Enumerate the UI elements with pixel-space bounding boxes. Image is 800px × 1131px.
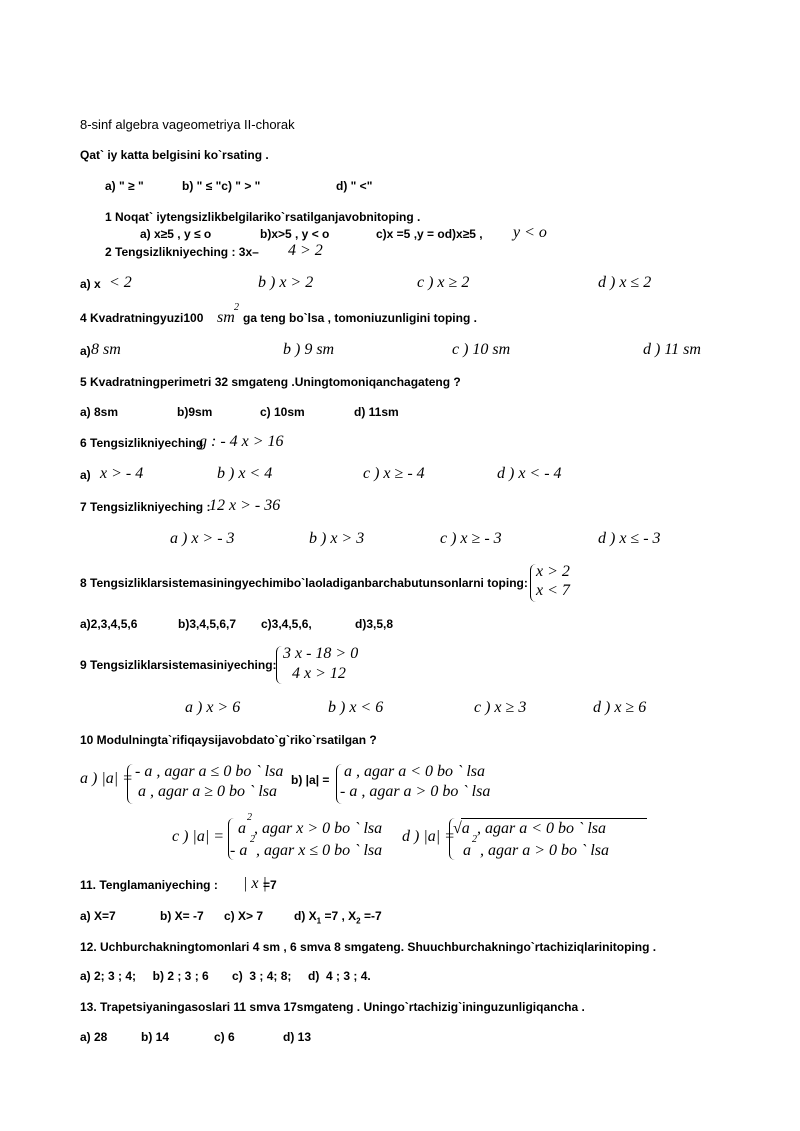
q8-option-d: d)3,5,8 <box>355 617 394 631</box>
q10-option-d-label: d ) |a| = <box>402 828 455 845</box>
q13-option-d: d) 13 <box>283 1030 312 1044</box>
question-7: 7 Tengsizlikniyeching : <box>80 500 211 514</box>
question-5: 5 Kvadratningperimetri 32 smgateng .Uningtomoniqanchagateng ? <box>80 375 461 389</box>
q7-option-b: b ) x > 3 <box>309 530 365 547</box>
q6-option-a-label: a) <box>80 468 91 482</box>
q4-unit: sm <box>217 309 235 326</box>
q6-option-a: x > - 4 <box>100 465 144 482</box>
question-2: 2 Tengsizlikniyeching : 3x– <box>105 245 259 259</box>
q8-option-b: b)3,4,5,6,7 <box>178 617 237 631</box>
q2-option-b: b ) x > 2 <box>258 274 314 291</box>
q9-system-brace <box>276 646 282 684</box>
q13-option-b: b) 14 <box>141 1030 170 1044</box>
q10-option-a-label: a ) |a| = <box>80 770 133 787</box>
question-10: 10 Modulningta`rifiqaysijavobdato`g`riko`rsatilgan ? <box>80 733 377 747</box>
question-6: 6 Tengsizlikniyeching <box>80 436 204 450</box>
q8-option-a: a)2,3,4,5,6 <box>80 617 138 631</box>
q2-option-a: < 2 <box>109 274 132 291</box>
q13-option-a: a) 28 <box>80 1030 108 1044</box>
q11-option-d-sub-2: 2 <box>356 916 361 926</box>
q6-expression: g : - 4 x > 16 <box>199 433 284 450</box>
q10-option-c-case-2: , agar x ≤ 0 bo ` lsa <box>256 842 383 859</box>
q9-inequality-1: 3 x - 18 > 0 <box>283 645 359 662</box>
question-4-rest: ga teng bo`lsa , tomoniuzunligini toping . <box>243 311 477 325</box>
q10-option-b-case-1: a , agar a < 0 bo ` lsa <box>344 763 486 780</box>
q10-option-d-case-1-root: √a <box>453 820 470 837</box>
q10-option-d-case-1: , agar a < 0 bo ` lsa <box>477 820 607 837</box>
q7-option-c: c ) x ≥ - 3 <box>440 530 502 547</box>
q0-option-a: a) " ≥ " <box>105 179 144 193</box>
q7-option-a: a ) x > - 3 <box>170 530 235 547</box>
q10-option-a-case-2: a , agar a ≥ 0 bo ` lsa <box>138 783 278 800</box>
q2-expression: 4 > 2 <box>288 242 323 259</box>
q12-options: a) 2; 3 ; 4; b) 2 ; 3 ; 6 c) 3 ; 4; 8; d) 4 ; 3 ; 4. <box>80 969 371 983</box>
q11-option-d-sub-1: 1 <box>316 916 322 926</box>
q11-option-c: c) X> 7 <box>224 909 264 923</box>
question-4: 4 Kvadratningyuzi100 <box>80 311 204 325</box>
q11-option-d-middle: =7 , X <box>321 909 357 923</box>
q10-option-b-case-2: - a , agar a > 0 bo ` lsa <box>340 783 491 800</box>
q1-option-a: a) x≥5 , y ≤ o <box>140 227 212 241</box>
q10-option-c-case-1-exp: 2 <box>247 812 252 823</box>
q13-option-c: c) 6 <box>214 1030 235 1044</box>
q2-option-d: d ) x ≤ 2 <box>598 274 652 291</box>
q5-option-a: a) 8sm <box>80 405 119 419</box>
q11-option-d-prefix: d) X <box>294 909 317 923</box>
q11-option-b: b) X= -7 <box>160 909 204 923</box>
q2-option-a-label: a) x <box>80 277 101 291</box>
q10-option-c-case-2-exp: 2 <box>250 834 255 845</box>
q10-option-d-case-2-base: a <box>463 842 471 859</box>
q0-option-d: d) " <" <box>336 179 373 193</box>
q10-a-brace <box>127 764 133 804</box>
q11-expression-value: =7 <box>263 878 277 892</box>
q2-option-c: c ) x ≥ 2 <box>417 274 470 291</box>
q4-option-c: c ) 10 sm <box>452 341 511 358</box>
q4-option-b: b ) 9 sm <box>283 341 335 358</box>
q9-option-a: a ) x > 6 <box>185 699 241 716</box>
q11-expression: | x | <box>243 875 267 892</box>
q4-option-a-label: a) <box>80 344 91 358</box>
q4-unit-exponent: 2 <box>234 302 239 313</box>
q10-option-c-case-2-base: - a <box>230 842 248 859</box>
q5-option-d: d) 11sm <box>354 405 399 419</box>
question-12: 12. Uchburchakningtomonlari 4 sm , 6 smva 8 smgateng. Shuuchburchakningo`rtachiziqlarinitoping . <box>80 940 657 954</box>
q7-expression: 12 x > - 36 <box>209 497 281 514</box>
q11-option-d-suffix: =-7 <box>360 909 382 923</box>
question-0: Qat` iy katta belgisini ko`rsating . <box>80 148 269 162</box>
q4-option-a: 8 sm <box>91 341 121 358</box>
q11-option-a: a) X=7 <box>80 909 116 923</box>
q10-option-c-case-1: , agar x > 0 bo ` lsa <box>254 820 383 837</box>
q8-inequality-1: x > 2 <box>536 563 570 580</box>
q1-option-c: c)x =5 ,y = od)x≥5 , <box>376 227 483 241</box>
q1-option-b: b)x>5 , y < o <box>260 227 330 241</box>
q10-option-d-case-2: , agar a > 0 bo ` lsa <box>480 842 610 859</box>
q9-option-d: d ) x ≥ 6 <box>593 699 647 716</box>
q8-inequality-2: x < 7 <box>536 582 570 599</box>
question-11: 11. Tenglamaniyeching : <box>80 878 218 892</box>
q10-d-radical-bar <box>461 818 647 819</box>
q4-option-d: d ) 11 sm <box>643 341 701 358</box>
q10-option-b-label: b) |a| = <box>291 773 330 787</box>
q5-option-b: b)9sm <box>177 405 213 419</box>
q10-option-d-case-2-exp: 2 <box>472 834 477 845</box>
q6-option-c: c ) x ≥ - 4 <box>363 465 425 482</box>
question-9: 9 Tengsizliklarsistemasiniyeching: <box>80 658 277 672</box>
q6-option-b: b ) x < 4 <box>217 465 273 482</box>
q0-option-b: b) " ≤ "c) " > " <box>182 179 261 193</box>
q8-option-c: c)3,4,5,6, <box>261 617 312 631</box>
question-13: 13. Trapetsiyaningasoslari 11 smva 17smgateng . Uningo`rtachizig`ininguzunligiqancha . <box>80 1000 585 1014</box>
q5-option-c: c) 10sm <box>260 405 305 419</box>
question-1: 1 Noqat` iytengsizlikbelgilariko`rsatilganjavobnitoping . <box>105 210 421 224</box>
q9-option-b: b ) x < 6 <box>328 699 384 716</box>
q11-option-d <box>294 909 382 925</box>
q10-option-a-case-1: - a , agar a ≤ 0 bo ` lsa <box>135 763 284 780</box>
q1-option-d: y < o <box>513 224 547 241</box>
q9-inequality-2: 4 x > 12 <box>292 665 346 682</box>
page-title: 8-sinf algebra vageometriya II-chorak <box>80 117 295 132</box>
question-8: 8 Tengsizliklarsistemasiningyechimibo`laoladiganbarchabutunsonlarni toping: <box>80 576 528 590</box>
q6-option-d: d ) x < - 4 <box>497 465 562 482</box>
q7-option-d: d ) x ≤ - 3 <box>598 530 661 547</box>
q10-option-c-case-1-base: a <box>238 820 246 837</box>
q9-option-c: c ) x ≥ 3 <box>474 699 527 716</box>
q10-option-c-label: c ) |a| = <box>172 828 225 845</box>
